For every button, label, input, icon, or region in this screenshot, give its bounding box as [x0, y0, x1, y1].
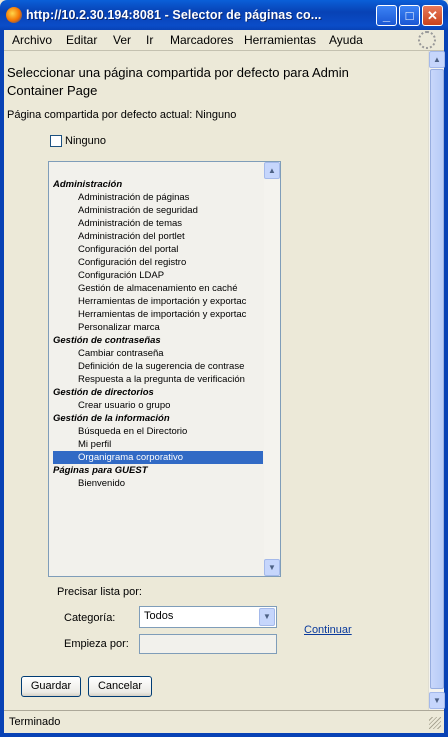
list-item[interactable]: Respuesta a la pregunta de verificación — [78, 374, 245, 385]
list-item[interactable]: Crear usuario o grupo — [78, 400, 171, 411]
list-item[interactable]: Configuración del portal — [78, 244, 179, 255]
list-item[interactable]: Bienvenido — [78, 478, 126, 489]
menu-herramientas[interactable]: Herramientas — [244, 33, 317, 47]
list-item[interactable]: Cambiar contraseña — [78, 348, 164, 359]
list-item[interactable]: Administración de temas — [78, 218, 183, 229]
listbox-scroll-up-icon[interactable]: ▲ — [264, 162, 280, 179]
cancel-button[interactable]: Cancelar — [88, 676, 152, 697]
menu-bar — [4, 30, 444, 51]
maximize-button[interactable]: □ — [399, 5, 420, 26]
page-scrollbar[interactable] — [428, 51, 444, 710]
status-bar — [4, 710, 444, 733]
none-checkbox-label: Ninguno — [65, 135, 106, 147]
firefox-icon — [6, 7, 22, 23]
chevron-down-icon[interactable]: ▼ — [259, 608, 275, 626]
list-item[interactable]: Herramientas de importación y exportac — [78, 296, 247, 307]
save-button[interactable]: Guardar — [21, 676, 81, 697]
list-group-header: Administración — [53, 179, 123, 190]
menu-marcadores[interactable]: Marcadores — [170, 33, 234, 47]
list-group-header: Gestión de la información — [53, 413, 170, 424]
category-label: Categoría: — [64, 612, 116, 624]
list-group-header: Gestión de contraseñas — [53, 335, 161, 346]
menu-ir[interactable]: Ir — [146, 33, 154, 47]
list-item[interactable]: Configuración LDAP — [78, 270, 165, 281]
filter-heading: Precisar lista por: — [57, 586, 142, 598]
current-default-text: Página compartida por defecto actual: Ninguno — [7, 109, 237, 121]
menu-archivo[interactable]: Archivo — [12, 33, 53, 47]
category-select[interactable] — [139, 606, 277, 628]
scroll-thumb[interactable] — [430, 69, 444, 689]
window-frame-bottom — [0, 733, 448, 737]
list-item[interactable]: Búsqueda en el Directorio — [78, 426, 188, 437]
category-value: Todos — [144, 610, 174, 622]
listbox-scrollbar[interactable] — [264, 162, 280, 576]
list-item[interactable]: Definición de la sugerencia de contrase — [78, 361, 245, 372]
list-item[interactable]: Herramientas de importación y exportac — [78, 309, 247, 320]
continue-link[interactable]: Continuar — [304, 624, 352, 636]
window-frame-right — [444, 30, 448, 737]
list-item[interactable]: Organigrama corporativo — [53, 451, 263, 464]
pages-listbox[interactable] — [48, 161, 281, 577]
list-item[interactable]: Gestión de almacenamiento en caché — [78, 283, 238, 294]
list-item[interactable]: Personalizar marca — [78, 322, 160, 333]
list-item[interactable]: Administración de seguridad — [78, 205, 198, 216]
list-item[interactable]: Configuración del registro — [78, 257, 187, 268]
title-bar[interactable] — [0, 0, 448, 30]
menu-ver[interactable]: Ver — [113, 33, 132, 47]
window-title: http://10.2.30.194:8081 - Selector de páginas co... — [26, 8, 322, 22]
menu-editar[interactable]: Editar — [66, 33, 98, 47]
list-item[interactable]: Administración de páginas — [78, 192, 190, 203]
listbox-scroll-down-icon[interactable]: ▼ — [264, 559, 280, 576]
starts-with-input[interactable] — [139, 634, 277, 654]
list-item[interactable]: Mi perfil — [78, 439, 112, 450]
starts-with-label: Empieza por: — [64, 638, 129, 650]
close-button[interactable]: ✕ — [422, 5, 443, 26]
none-checkbox[interactable] — [50, 135, 62, 147]
activity-throbber-icon — [418, 31, 436, 49]
list-group-header: Páginas para GUEST — [53, 465, 148, 476]
scroll-up-icon[interactable]: ▲ — [429, 51, 445, 68]
menu-ayuda[interactable]: Ayuda — [329, 33, 363, 47]
minimize-button[interactable]: _ — [376, 5, 397, 26]
list-item[interactable]: Administración del portlet — [78, 231, 185, 242]
status-text: Terminado — [9, 716, 61, 728]
page-title: Seleccionar una página compartida por defecto para Admin Container Page — [7, 65, 349, 98]
pages-list — [53, 178, 263, 490]
scroll-down-icon[interactable]: ▼ — [429, 692, 445, 709]
list-group-header: Gestión de directorios — [53, 387, 154, 398]
page-content — [4, 51, 428, 710]
resize-grip-icon[interactable] — [429, 717, 441, 729]
